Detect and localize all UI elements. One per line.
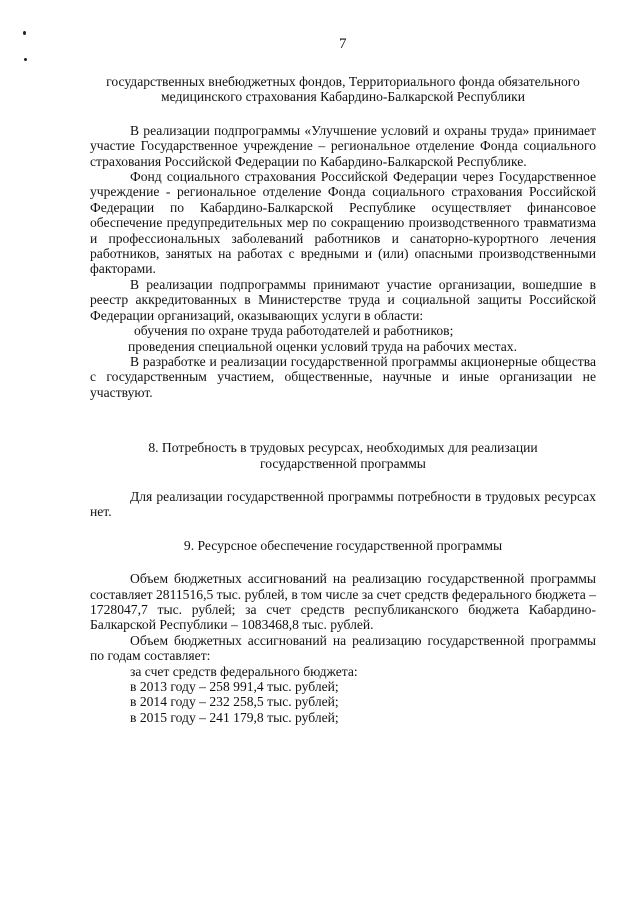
- paragraph-subprogram-participation: В реализации подпрограммы «Улучшение условий и охраны труда» принимает участие Государственное учреждение – региональное отделение Фонда социального страхования Российской Федерации по Кабардино-Балкарской Республике.: [90, 122, 596, 169]
- section-8-text: Для реализации государственной программы потребности в трудовых ресурсах нет.: [90, 488, 596, 520]
- list-item: обучения по охране труда работодателей и работников;: [134, 323, 454, 339]
- section-8-heading: [90, 440, 596, 471]
- page-number: 7: [339, 36, 347, 52]
- budget-year-item: в 2014 году – 232 258,5 тыс. рублей;: [130, 694, 339, 710]
- section-9-budget-by-year: Объем бюджетных ассигнований на реализацию государственной программы по годам составляет:: [90, 632, 596, 664]
- scan-speck: [24, 58, 27, 61]
- paragraph-accredited-organizations: В реализации подпрограммы принимают участие организации, вошедшие в реестр аккредитованных в Министерстве труда и социальной защиты Российской Федерации организаций, оказывающих услуги в области:: [90, 276, 596, 323]
- list-item: проведения специальной оценки условий труда на рабочих местах.: [128, 338, 517, 354]
- paragraph-joint-stock-companies: В разработке и реализации государственной программы акционерные общества с государственным участием, общественные, научные и иные организации не участвуют.: [90, 353, 596, 400]
- intro-text: государственных внебюджетных фондов, Территориального фонда обязательного медицинского страхования Кабардино-Балкарской Республики: [106, 74, 580, 105]
- budget-year-item: в 2013 году – 258 991,4 тыс. рублей;: [130, 679, 339, 694]
- scan-speck: [23, 31, 26, 35]
- section-9-budget-total: Объем бюджетных ассигнований на реализацию государственной программы составляет 2811516,5 тыс. рублей, в том числе за счет средств федерального бюджета – 1728047,7 тыс. рублей; за счет средств республиканского бюджета Кабардино-Балкарской Республики – 1083468,8 тыс. рублей.: [90, 571, 596, 633]
- paragraph-social-insurance-fund: Фонд социального страхования Российской Федерации через Государственное учреждение - региональное отделение Фонда социального страхования Российской Федерации по Кабардино-Балкарской Республике осуществляет финансовое обеспечение предупредительных мер по сокращению производственного травматизма и профессиональных заболеваний работников и санаторно-курортного лечения работников, занятых на работах с вредными и (или) опасными производственными факторами.: [90, 169, 596, 277]
- section-8-heading-line2: государственной программы: [260, 455, 426, 471]
- section-8-heading-line1: 8. Потребность в трудовых ресурсах, необходимых для реализации: [148, 440, 538, 456]
- document-body: [90, 74, 596, 725]
- budget-year-item: в 2015 году – 241 179,8 тыс. рублей;: [130, 709, 339, 725]
- section-9-heading: 9. Ресурсное обеспечение государственной программы: [183, 537, 503, 553]
- federal-budget-label: за счет средств федерального бюджета:: [130, 663, 358, 679]
